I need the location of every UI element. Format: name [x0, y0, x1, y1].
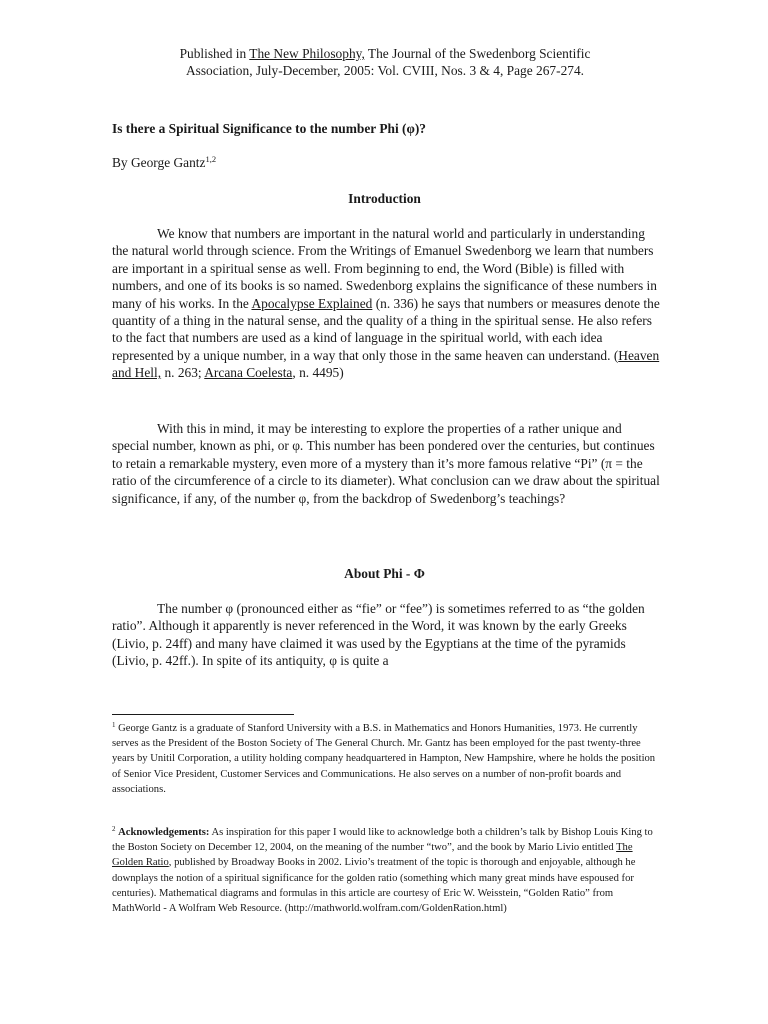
footnote-text: George Gantz is a graduate of Stanford University with a B.S. in Mathematics and Honors Humanities, 1973. He currently serves as the President of the Boston Society of The General Church. Mr. Gantz has been employed for the past twenty-three years by Unitil Corporation, a utility holding company headquartered in Hampton, New Hampshire, where he holds the position of Senior Vice President, Customer Services and Communications. He also serves on a number of non-profit boards and associations. [112, 723, 656, 795]
section-heading-introduction: Introduction [348, 191, 421, 206]
footnote-2: $^2$ Acknowledgements: As inspiration for this paper I would like to acknowledge both a children’s talk by Bishop Louis King to the Boston Society on December 12, 2004, on the meaning of the number “two”, and the book by Mario Livio entitled The Golden Ratio, published by Broadway Books in 2002. Livio’s treatment of the topic is thorough and enjoyable, although he downplays the notion of a spiritual significance for the golden ratio (something which many great minds have espoused for centuries). Mathematical diagrams and formulas in this article are courtesy of Eric W. Weisstein, “Golden Ratio” from MathWorld - A Wolfram Web Resource. (http://mathworld.wolfram.com/GoldenRation.html) [112, 825, 653, 915]
footnote-markers: 1,2 [205, 154, 217, 164]
author-name: By George Gantz [112, 155, 206, 170]
journal-subtitle: The Journal of the Swedenborg Scientific [364, 46, 591, 61]
citation-heaven-and-hell: Heaven and Hell, [112, 347, 660, 381]
footnote-number: 1 [112, 721, 116, 729]
citation-golden-ratio-book: The Golden Ratio [112, 842, 633, 869]
article-title: Is there a Spiritual Significance to the number Phi (φ)? [112, 121, 426, 136]
footnote-1 [112, 721, 660, 797]
publication-info [100, 45, 670, 80]
publication-details: Association, July-December, 2005: Vol. CVIII, Nos. 3 & 4, Page 267-274. [185, 63, 585, 79]
author-byline [112, 154, 216, 171]
paragraph-about-phi-1: The number φ (pronounced either as “fie” or “fee”) is sometimes referred to as “the golden ratio”. Although it apparently is never referenced in the Word, it was known by the early Greeks (Livio, p. 24ff) and many have claimed it was used by the Egyptians at the time of the pyramids (Livio, p. 42ff.). In spite of its antiquity, φ is quite a [112, 601, 645, 669]
journal-name: The New Philosophy, [249, 46, 365, 61]
citation-arcana-coelesta: Arcana Coelesta [204, 365, 293, 381]
paragraph-intro-1: We know that numbers are important in the natural world and particularly in understanding the natural world through science. From the Writings of Emanuel Swedenborg we learn that numbers are important in a spiritual sense as well. From beginning to end, the Word (Bible) is filled with numbers, and one of its books is so named. Swedenborg explains the significance of these numbers in many of his works. In the Apocalypse Explained (n. 336) he says that numbers or measures denote the quantity of a thing in the natural sense, and the quality of a thing in the spiritual sense. He also refers to the fact that numbers are used as a kind of language in the spiritual world, with each idea represented by a unique number, in a way that only those in the same heaven can understand. (Heaven and Hell, n. 263; Arcana Coelesta, n. 4495) [112, 226, 660, 381]
citation-apocalypse-explained: Apocalypse Explained [251, 295, 373, 311]
footnote-label: Acknowledgements: [118, 827, 210, 838]
publication-prefix: Published in [179, 46, 250, 61]
footnote-separator [112, 714, 294, 715]
section-heading-about-phi: About Phi - Φ [344, 566, 425, 581]
paragraph-intro-2: With this in mind, it may be interesting to explore the properties of a rather unique and special number, known as phi, or φ. This number has been pondered over the centuries, but continues to retain a remarkable mystery, even more of a mystery than it’s more famous relative “Pi” (π = the ratio of the circumference of a circle to its diameter). What conclusion can we draw about the spiritual significance, if any, of the number φ, from the backdrop of Swedenborg’s teachings? [112, 421, 660, 506]
footnote-number: 2 [112, 825, 116, 833]
